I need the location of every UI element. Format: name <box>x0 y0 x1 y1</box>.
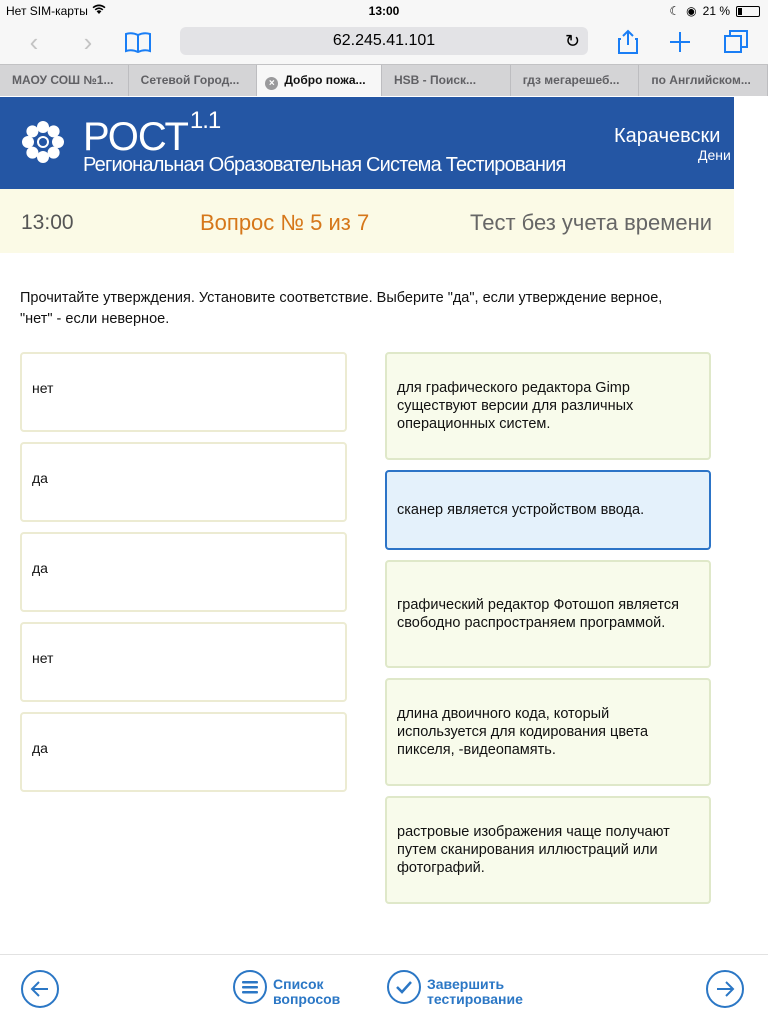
tab-bar <box>0 64 768 96</box>
tab-label: HSB - Поиск... <box>394 73 477 87</box>
brand-name: РОСТ <box>83 115 188 159</box>
prev-question-button[interactable] <box>21 970 59 1008</box>
battery-percent: 21 % <box>702 4 730 18</box>
address-bar[interactable] <box>180 27 588 55</box>
answer-slot[interactable] <box>20 352 347 432</box>
answer-text: нет <box>32 380 54 396</box>
forward-icon[interactable]: › <box>83 26 93 57</box>
statement-text: для графического редактора Gimp существуют версии для различных операционных систем. <box>397 380 634 432</box>
statement-card[interactable] <box>385 560 711 668</box>
answer-text: нет <box>32 650 54 666</box>
statement-text: длина двоичного кода, который используется для кодирования цвета пикселя, -видеопамять. <box>397 706 649 758</box>
statement-text: графический редактор Фотошоп является свободно распространяем программой. <box>397 597 679 631</box>
test-mode: Тест без учета времени <box>470 210 713 235</box>
statement-text: растровые изображения чаще получают путем сканирования иллюстраций или фотографий. <box>397 824 670 876</box>
tab-label: Сетевой Город... <box>140 73 240 87</box>
tab-label: МАОУ СОШ №1... <box>12 73 114 87</box>
browser-toolbar <box>0 22 768 64</box>
question-list-label[interactable] <box>273 977 340 1007</box>
answer-text: да <box>32 740 48 756</box>
list-icon <box>241 979 259 995</box>
site-header <box>0 97 734 189</box>
tab-setevoy-gorod[interactable] <box>129 65 258 96</box>
arrow-right-icon <box>715 980 735 998</box>
battery-icon <box>736 6 760 17</box>
question-list-label-line2: вопросов <box>273 991 341 1007</box>
question-instruction: Прочитайте утверждения. Установите соответствие. Выберите "да", если утверждение верное, "нет" - если неверное. <box>20 290 663 327</box>
tab-maou[interactable] <box>0 65 129 96</box>
url-text: 62.245.41.101 <box>332 32 436 49</box>
finish-test-label-line1: Завершить <box>427 976 505 992</box>
tab-label: по Английском... <box>651 73 751 87</box>
carrier-label: Нет SIM-карты <box>6 4 88 18</box>
answer-slot[interactable] <box>20 622 347 702</box>
finish-test-button[interactable] <box>387 970 421 1004</box>
answer-slot[interactable] <box>20 532 347 612</box>
question-counter: Вопрос № 5 из 7 <box>200 210 370 235</box>
question-info-bar <box>0 189 734 253</box>
tab-active[interactable] <box>257 65 382 96</box>
answer-text: да <box>32 470 48 486</box>
tab-close-icon[interactable]: × <box>265 77 278 90</box>
bottom-divider <box>0 954 768 955</box>
tab-hsb[interactable] <box>382 65 511 96</box>
timer: 13:00 <box>21 211 74 234</box>
finish-test-label-line2: тестирование <box>427 991 523 1007</box>
answer-slot[interactable] <box>20 442 347 522</box>
question-list-button[interactable] <box>233 970 267 1004</box>
statement-card[interactable] <box>385 352 711 460</box>
tab-label: Добро пожа... <box>284 73 366 87</box>
user-role: Дени <box>698 147 731 163</box>
bookmarks-icon[interactable] <box>122 26 154 58</box>
moon-icon: ☾ <box>669 4 681 18</box>
lock-rotation-icon: ◉ <box>686 4 697 18</box>
answer-slot[interactable] <box>20 712 347 792</box>
question-list-label-line1: Список <box>273 976 324 992</box>
arrow-left-icon <box>30 980 50 998</box>
back-icon[interactable]: ‹ <box>29 26 39 57</box>
statement-card[interactable] <box>385 678 711 786</box>
tabs-overview-icon[interactable] <box>720 26 752 58</box>
tab-label: гдз мегарешеб... <box>522 73 620 87</box>
next-question-button[interactable] <box>706 970 744 1008</box>
reload-icon[interactable]: ↻ <box>564 31 580 51</box>
share-icon[interactable] <box>612 26 644 58</box>
tab-english[interactable] <box>639 65 768 96</box>
brand-title <box>83 107 220 160</box>
brand-subtitle: Региональная Образовательная Система Тестирования <box>83 154 566 176</box>
tab-gdz[interactable] <box>511 65 640 96</box>
statement-card[interactable] <box>385 796 711 904</box>
finish-test-label[interactable] <box>427 977 523 1007</box>
clock: 13:00 <box>368 4 400 18</box>
statement-text: сканер является устройством ввода. <box>397 502 645 518</box>
checkmark-icon <box>395 979 413 995</box>
new-tab-icon[interactable] <box>664 26 696 58</box>
brand-version: 1.1 <box>189 107 221 134</box>
answer-text: да <box>32 560 48 576</box>
user-name: Карачевски <box>614 125 721 147</box>
status-bar <box>0 0 768 22</box>
statement-card-selected[interactable] <box>385 470 711 550</box>
flower-logo-icon <box>20 119 66 165</box>
